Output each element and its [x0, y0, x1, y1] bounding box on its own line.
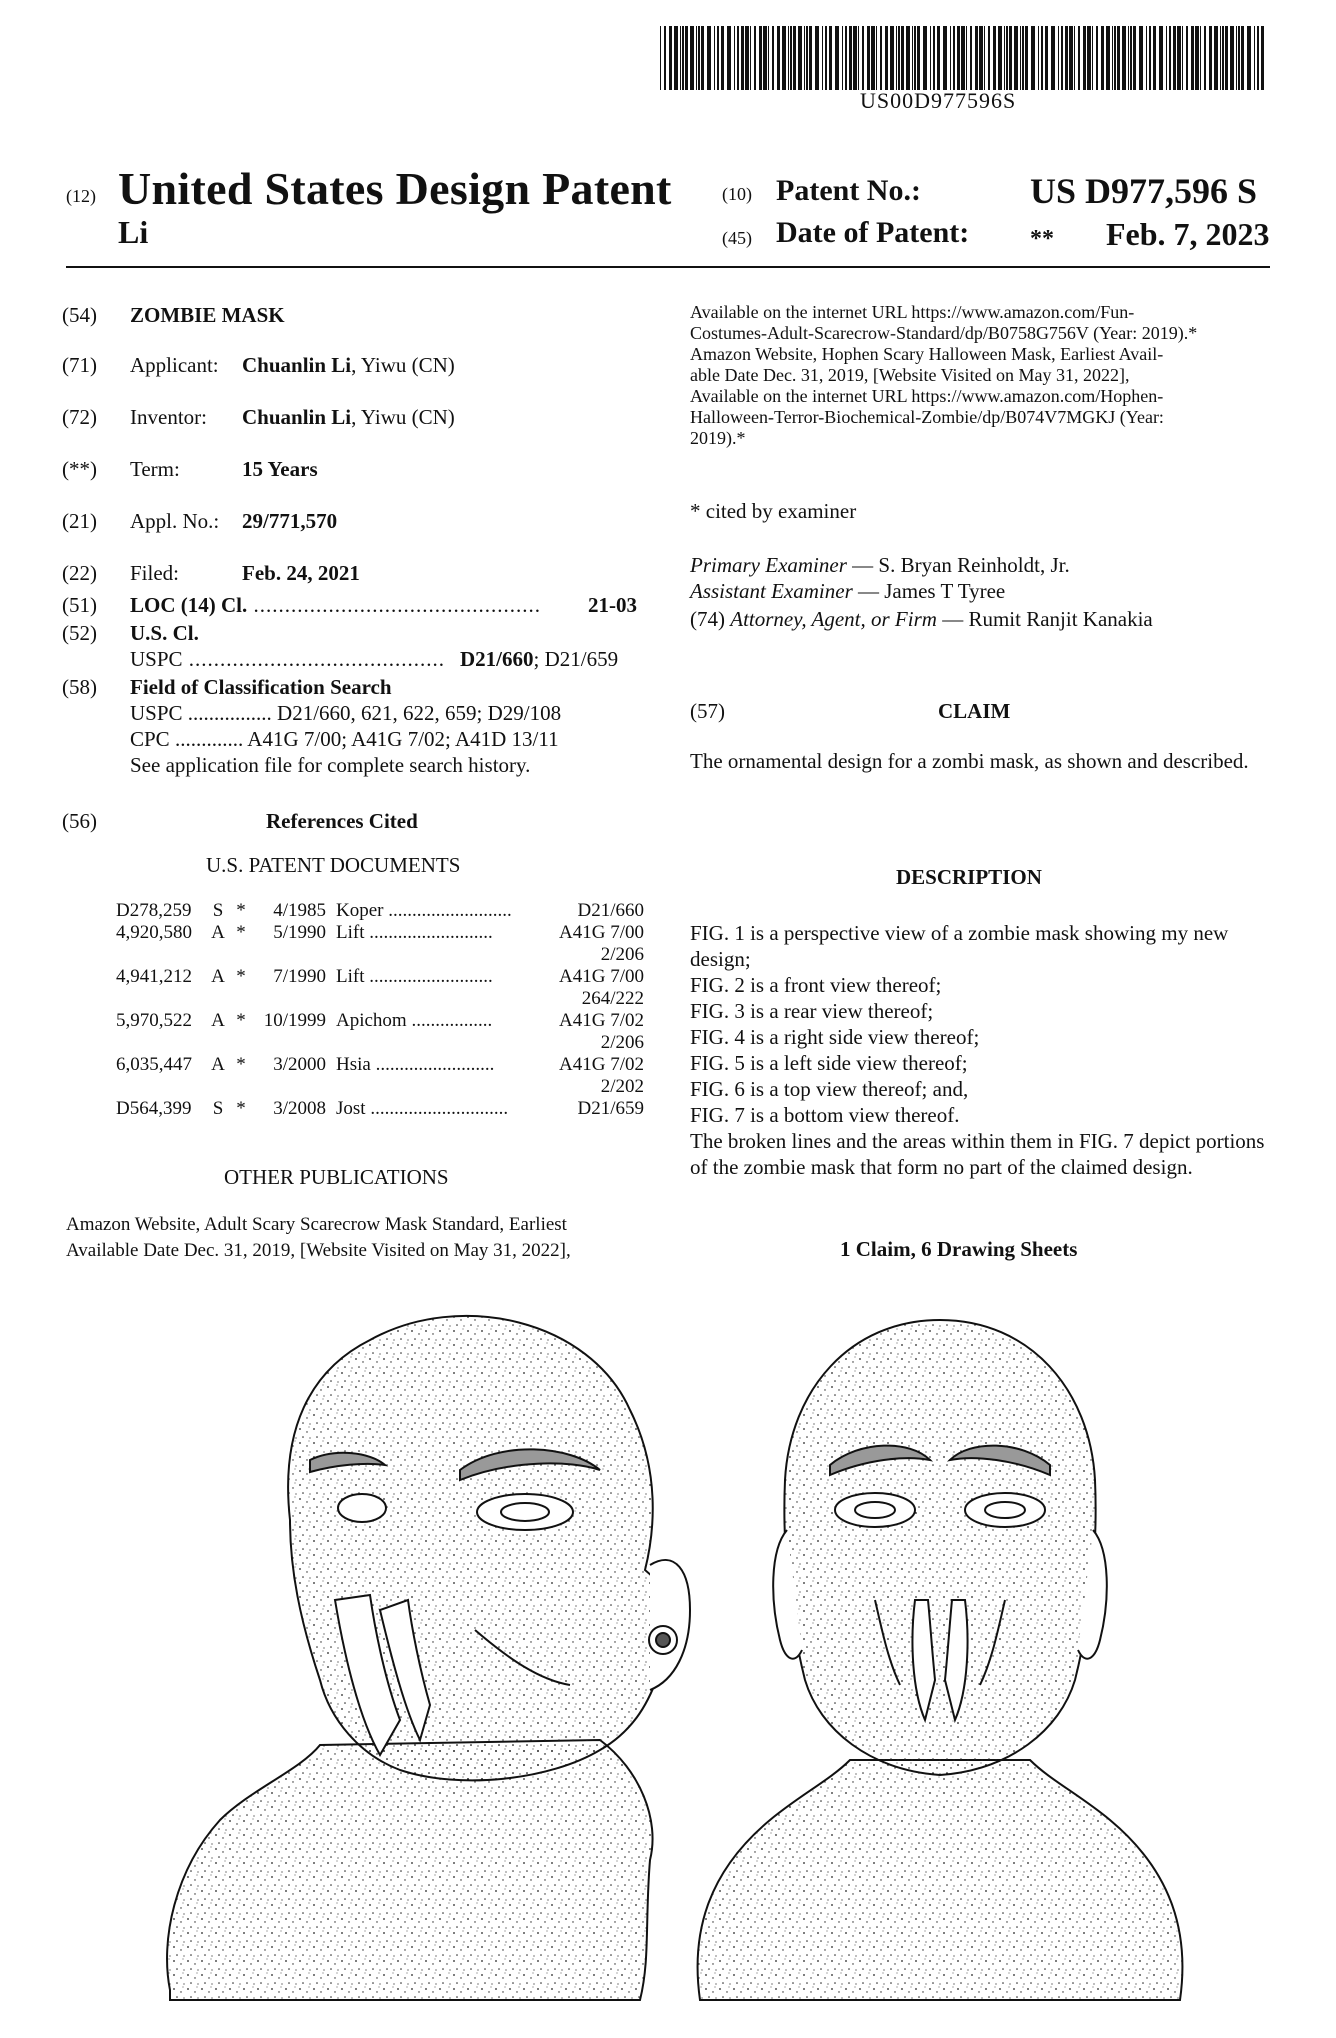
code-45: (45): [722, 228, 752, 248]
barcode-bar: [809, 26, 812, 90]
fig-5-description: FIG. 5 is a left side view thereof;: [690, 1051, 968, 1075]
barcode-bar: [696, 26, 697, 90]
barcode-bar: [754, 26, 756, 90]
barcode-bar: [1006, 26, 1008, 90]
barcode-bar: [885, 26, 888, 90]
ref-name: [336, 900, 544, 922]
barcode-bar: [698, 26, 700, 90]
reference-row: [116, 1098, 644, 1120]
barcode-bar: [930, 26, 931, 90]
barcode-bar: [717, 26, 719, 90]
ref-number: 4,941,212: [116, 966, 192, 987]
barcode-bar: [1225, 26, 1228, 90]
barcode-bar: [1220, 26, 1221, 90]
loc-value: 21-03: [588, 593, 637, 617]
inventor-label: Inventor:: [130, 405, 207, 429]
barcode-bar: [957, 26, 960, 90]
claims-and-sheets: 1 Claim, 6 Drawing Sheets: [840, 1237, 1078, 1261]
ref-name: [336, 922, 544, 944]
reference-row: [116, 1054, 644, 1076]
barcode-bar: [1009, 26, 1012, 90]
barcode-bar: [1261, 26, 1264, 90]
barcode-bar: [950, 26, 951, 90]
barcode-bar: [664, 26, 666, 90]
barcode-bar: [1058, 26, 1059, 90]
barcode-bar: [759, 26, 762, 90]
filed-label: Filed:: [130, 561, 180, 585]
barcode-bar: [1230, 26, 1234, 90]
barcode-bar: [1186, 26, 1188, 90]
field-57-code: (57): [690, 699, 725, 723]
ref-date: 4/1985: [273, 900, 326, 921]
barcode-bar: [901, 26, 904, 90]
ref-name: [336, 1010, 544, 1032]
barcode-bar: [1130, 26, 1132, 90]
field-of-search-label: Field of Classification Search: [130, 675, 392, 699]
barcode-bar: [1166, 26, 1167, 90]
ref-class: A41G 7/02: [559, 1010, 644, 1031]
uspc-label: USPC: [130, 647, 183, 671]
patent-number: US D977,596 S: [1030, 171, 1258, 211]
barcode-bar: [1065, 26, 1068, 90]
barcode-bar: [853, 26, 857, 90]
references-table: [116, 900, 644, 1120]
other-pub-line-1: Amazon Website, Adult Scary Scarecrow Mask Standard, Earliest: [66, 1214, 567, 1235]
us-patent-documents-title: U.S. PATENT DOCUMENTS: [206, 853, 461, 877]
publication-line: Halloween-Terror-Biochemical-Zombie/dp/B074V7MGKJ (Year:: [690, 407, 1164, 427]
field-51-code: (51): [62, 593, 97, 617]
inventor-surname: Li: [118, 214, 149, 250]
barcode-bar: [1191, 26, 1194, 90]
ref-class: A41G 7/02: [559, 1054, 644, 1075]
barcode-bar: [890, 26, 894, 90]
patent-date: Feb. 7, 2023: [1106, 216, 1270, 252]
ref-number: D278,259: [116, 900, 192, 921]
cited-by-examiner: * cited by examiner: [690, 499, 857, 523]
filed-value: Feb. 24, 2021: [242, 561, 360, 585]
ref-dots: .........................: [370, 1054, 495, 1075]
ref-secondary-class: 2/202: [600, 1076, 644, 1097]
references-cited-title: References Cited: [266, 809, 418, 833]
barcode-bar: [822, 26, 823, 90]
barcode-bar: [862, 26, 864, 90]
barcode-bar: [1182, 26, 1183, 90]
assistant-examiner-label: Assistant Examiner: [690, 579, 853, 603]
barcode-bar: [669, 26, 672, 90]
barcode-bar: [966, 26, 967, 90]
barcode-bar: [1204, 26, 1206, 90]
barcode-bar: [1177, 26, 1181, 90]
ref-date: 5/1990: [273, 922, 326, 943]
barcode-bar: [1200, 26, 1201, 90]
loc-label: LOC (14) Cl.: [130, 593, 248, 617]
code-12: (12): [66, 186, 96, 206]
barcode-bar: [1241, 26, 1244, 90]
ref-dots: ..........................: [383, 900, 512, 921]
barcode-bar: [1117, 26, 1120, 90]
field-72-code: (72): [62, 405, 97, 429]
barcode-bar: [1101, 26, 1104, 90]
ref-name: [336, 1054, 544, 1076]
barcode-bar: [1238, 26, 1240, 90]
ref-date: 3/2000: [273, 1054, 326, 1075]
barcode-bar: [798, 26, 802, 90]
barcode-bar: [1153, 26, 1156, 90]
barcode-bar: [975, 26, 978, 90]
reference-row-continuation: [116, 1076, 644, 1098]
attorney-label: Attorney, Agent, or Firm: [730, 607, 937, 631]
barcode-bar: [858, 26, 859, 90]
ref-date: 10/1999: [263, 1010, 326, 1031]
fig-7-description: FIG. 7 is a bottom view thereof.: [690, 1103, 960, 1127]
barcode-bar: [937, 26, 940, 90]
ref-star: *: [236, 900, 246, 921]
barcode-bar: [674, 26, 678, 90]
reference-row-continuation: [116, 1032, 644, 1054]
document-title: United States Design Patent: [118, 163, 672, 214]
barcode-bar: [701, 26, 704, 90]
other-pub-line-2: Available Date Dec. 31, 2019, [Website Visited on May 31, 2022],: [66, 1240, 571, 1261]
ref-inventor: Hsia: [336, 1054, 371, 1075]
date-stars: **: [1030, 226, 1054, 252]
barcode-bar: [1114, 26, 1116, 90]
barcode-bar: [1025, 26, 1028, 90]
barcode-bar: [1041, 26, 1043, 90]
ref-name: [336, 1098, 544, 1120]
barcode-bar: [680, 26, 681, 90]
uspc-other-class: ; D21/659: [533, 647, 619, 671]
ref-kind: S: [212, 900, 224, 921]
ref-star: *: [236, 1010, 246, 1031]
barcode-bar: [734, 26, 735, 90]
description-title: DESCRIPTION: [896, 865, 1042, 889]
barcode-bar: [914, 26, 916, 90]
ref-dots: .............................: [365, 1098, 509, 1119]
publication-line: Available on the internet URL https://www.amazon.com/Fun-: [690, 302, 1135, 322]
barcode-bar: [1031, 26, 1035, 90]
barcode-bar: [825, 26, 827, 90]
barcode-bar: [1128, 26, 1129, 90]
barcode-bar: [1149, 26, 1151, 90]
uspc-main-class: D21/660: [460, 647, 534, 671]
barcode-bar: [906, 26, 910, 90]
ref-dots: ..........................: [364, 966, 493, 987]
uspc-dots: .........................................: [182, 647, 446, 671]
field-71-code: (71): [62, 353, 97, 377]
fig-3-description: FIG. 3 is a rear view thereof;: [690, 999, 934, 1023]
barcode-bar: [737, 26, 739, 90]
barcode-bar: [1236, 26, 1237, 90]
field-56-code: (56): [62, 809, 97, 833]
reference-row-continuation: [116, 988, 644, 1010]
applicant-name: Chuanlin Li: [242, 353, 352, 377]
claim-title: CLAIM: [938, 699, 1011, 723]
barcode-bar: [867, 26, 870, 90]
field-21-code: (21): [62, 509, 97, 533]
barcode-bar: [1045, 26, 1048, 90]
barcode-bar: [933, 26, 935, 90]
barcode-bar: [998, 26, 1002, 90]
barcode-bar: [953, 26, 955, 90]
ref-number: 5,970,522: [116, 1010, 192, 1031]
barcode-bar: [793, 26, 796, 90]
ref-inventor: Jost: [336, 1098, 366, 1119]
inventor-name: Chuanlin Li: [242, 405, 352, 429]
barcode-bar: [1022, 26, 1024, 90]
barcode-bar: [1038, 26, 1039, 90]
ref-date: 3/2008: [273, 1098, 326, 1119]
ref-number: 4,920,580: [116, 922, 192, 943]
barcode-bar: [979, 26, 983, 90]
barcode-bar: [1083, 26, 1086, 90]
barcode-bar: [849, 26, 852, 90]
appl-no-label: Appl. No.:: [130, 509, 220, 533]
barcode-bar: [917, 26, 920, 90]
ref-dots: .................: [406, 1010, 493, 1031]
barcode-bar: [727, 26, 731, 90]
ref-inventor: Apichom: [336, 1010, 407, 1031]
barcode-bar: [750, 26, 751, 90]
appl-no-value: 29/771,570: [242, 509, 338, 533]
barcode-bar: [1222, 26, 1224, 90]
term-label: Term:: [130, 457, 180, 481]
barcode-bar: [1004, 26, 1005, 90]
date-of-patent-label: Date of Patent:: [776, 216, 970, 249]
figure-drawings: [130, 1300, 1240, 2020]
ref-number: 6,035,447: [116, 1054, 192, 1075]
barcode-bar: [880, 26, 882, 90]
loc-dots: ..............................................: [247, 593, 541, 617]
barcode-bar: [1169, 26, 1171, 90]
ref-secondary-class: 264/222: [581, 988, 644, 1009]
barcode-bar: [1139, 26, 1143, 90]
barcode-bar: [815, 26, 819, 90]
barcode-bar: [988, 26, 990, 90]
barcode-bar: [1051, 26, 1055, 90]
inventor-location: , Yiwu (CN): [351, 405, 455, 429]
other-publications-title: OTHER PUBLICATIONS: [224, 1165, 449, 1189]
barcode-bar: [777, 26, 780, 90]
publication-line: Amazon Website, Hophen Scary Halloween Mask, Earliest Avail-: [690, 344, 1164, 364]
claim-text: The ornamental design for a zombi mask, as shown and described.: [690, 749, 1249, 773]
publication-line: 2019).*: [690, 428, 746, 448]
barcode-bar: [1112, 26, 1113, 90]
term-value: 15 Years: [242, 457, 318, 481]
publication-line: Costumes-Adult-Scarecrow-Standard/dp/B0758G756V (Year: 2019).*: [690, 323, 1198, 343]
barcode-bar: [1247, 26, 1251, 90]
ref-star: *: [236, 1098, 246, 1119]
ref-kind: A: [211, 966, 225, 987]
barcode-bar: [782, 26, 786, 90]
barcode-bar: [804, 26, 805, 90]
barcode-bar: [1209, 26, 1212, 90]
barcode-bar: [1087, 26, 1091, 90]
ref-star: *: [236, 966, 246, 987]
perspective-view-drawing: [167, 1316, 690, 2000]
search-uspc-line: USPC ................ D21/660, 621, 622, 659; D29/108: [130, 701, 562, 725]
reference-row-continuation: [116, 944, 644, 966]
applicant-label: Applicant:: [130, 353, 219, 377]
barcode-bar: [1096, 26, 1098, 90]
barcode-bar: [993, 26, 996, 90]
barcode-bar: [1106, 26, 1110, 90]
right-column: [690, 302, 1270, 1282]
barcode-bar: [961, 26, 965, 90]
barcode-bar: [1078, 26, 1080, 90]
ref-date: 7/1990: [273, 966, 326, 987]
barcode-bar: [1257, 26, 1259, 90]
field-58-code: (58): [62, 675, 97, 699]
barcode-bar: [660, 26, 661, 90]
front-view-drawing: [698, 1320, 1183, 2000]
barcode-bar: [788, 26, 789, 90]
barcode-bar: [1061, 26, 1063, 90]
ref-star: *: [236, 1054, 246, 1075]
publication-line: Available on the internet URL https://www.amazon.com/Hophen-: [690, 386, 1164, 406]
barcode-bar: [707, 26, 711, 90]
primary-examiner-name: — S. Bryan Reinholdt, Jr.: [846, 553, 1070, 577]
fig-4-description: FIG. 4 is a right side view thereof;: [690, 1025, 980, 1049]
applicant-location: , Yiwu (CN): [351, 353, 455, 377]
ref-class: A41G 7/00: [559, 922, 644, 943]
barcode-bar: [871, 26, 875, 90]
ref-number: D564,399: [116, 1098, 192, 1119]
barcode-bar: [1133, 26, 1136, 90]
ref-star: *: [236, 922, 246, 943]
barcode-bar: [682, 26, 684, 90]
search-cpc-line: CPC ............. A41G 7/00; A41G 7/02; A41D 13/11: [130, 727, 559, 751]
ref-class: D21/660: [577, 900, 644, 921]
ref-inventor: Lift: [336, 966, 365, 987]
barcode-bar: [685, 26, 688, 90]
field-52-code: (52): [62, 621, 97, 645]
ref-inventor: Koper: [336, 900, 384, 921]
barcode-bar: [835, 26, 839, 90]
barcode-bar: [1214, 26, 1218, 90]
ref-inventor: Lift: [336, 922, 365, 943]
barcode-bar: [896, 26, 897, 90]
barcode-bar: [1159, 26, 1163, 90]
ref-secondary-class: 2/206: [600, 944, 644, 965]
attorney-name: — Rumit Ranjit Kanakia: [936, 607, 1153, 631]
barcode-bar: [1195, 26, 1199, 90]
ref-kind: A: [211, 922, 225, 943]
barcode-bar: [745, 26, 749, 90]
reference-row: [116, 922, 644, 944]
barcode-bar: [943, 26, 947, 90]
barcode-bar: [1092, 26, 1093, 90]
barcode-bar: [714, 26, 715, 90]
ref-kind: S: [212, 1098, 224, 1119]
barcode-bar: [1146, 26, 1147, 90]
ref-class: A41G 7/00: [559, 966, 644, 987]
barcode-bar: [741, 26, 744, 90]
ref-kind: A: [211, 1010, 225, 1031]
code-10: (10): [722, 184, 752, 204]
field-22-code: (22): [62, 561, 97, 585]
reference-row: [116, 966, 644, 988]
barcode-bar: [842, 26, 843, 90]
ref-dots: ..........................: [364, 922, 493, 943]
ref-name: [336, 966, 544, 988]
ref-kind: A: [211, 1054, 225, 1075]
barcode-number: US00D977596S: [860, 88, 1017, 113]
barcode-bar: [690, 26, 694, 90]
barcode-bar: [763, 26, 767, 90]
primary-examiner-label: Primary Examiner: [690, 553, 847, 577]
fig-6-description: FIG. 6 is a top view thereof; and,: [690, 1077, 969, 1101]
barcode-bar: [1069, 26, 1073, 90]
reference-row: [116, 1010, 644, 1032]
reference-row: [116, 900, 644, 922]
barcode-bar: [923, 26, 927, 90]
barcode-bar: [829, 26, 832, 90]
barcode-bar: [790, 26, 792, 90]
barcode-bar: [876, 26, 877, 90]
barcode-bar: [721, 26, 724, 90]
title-of-design: ZOMBIE MASK: [130, 303, 285, 327]
us-cl-label: U.S. Cl.: [130, 621, 199, 645]
barcode-bar: [845, 26, 847, 90]
barcode: [660, 26, 1270, 90]
field-54-code: (54): [62, 303, 97, 327]
term-code: (**): [62, 457, 97, 481]
fig-2-description: FIG. 2 is a front view thereof;: [690, 973, 942, 997]
publication-line: able Date Dec. 31, 2019, [Website Visited on May 31, 2022],: [690, 365, 1130, 385]
barcode-bar: [768, 26, 769, 90]
patent-no-label: Patent No.:: [776, 174, 921, 207]
assistant-examiner-name: — James T Tyree: [852, 579, 1006, 603]
barcode-bar: [970, 26, 972, 90]
barcode-bar: [772, 26, 774, 90]
barcode-bar: [1122, 26, 1126, 90]
broken-lines-note: The broken lines and the areas within them in FIG. 7 depict portions of the zombie mask that form no part of the claimed design.: [690, 1129, 1265, 1179]
barcode-bar: [1020, 26, 1021, 90]
barcode-bar: [984, 26, 985, 90]
header-rule: [66, 266, 1270, 268]
barcode-bar: [1014, 26, 1018, 90]
barcode-bar: [898, 26, 900, 90]
fig-1-description: FIG. 1 is a perspective view of a zombie mask showing my new design;: [690, 921, 1229, 971]
barcode-bar: [912, 26, 913, 90]
barcode-bar: [806, 26, 808, 90]
ref-class: D21/659: [577, 1098, 644, 1119]
ref-secondary-class: 2/206: [600, 1032, 644, 1053]
barcode-bar: [1173, 26, 1176, 90]
barcode-bar: [1254, 26, 1255, 90]
field-74-code: (74): [690, 607, 725, 631]
left-column: [0, 302, 660, 1282]
barcode-bar: [1074, 26, 1075, 90]
search-history-note: See application file for complete search history.: [130, 753, 531, 777]
